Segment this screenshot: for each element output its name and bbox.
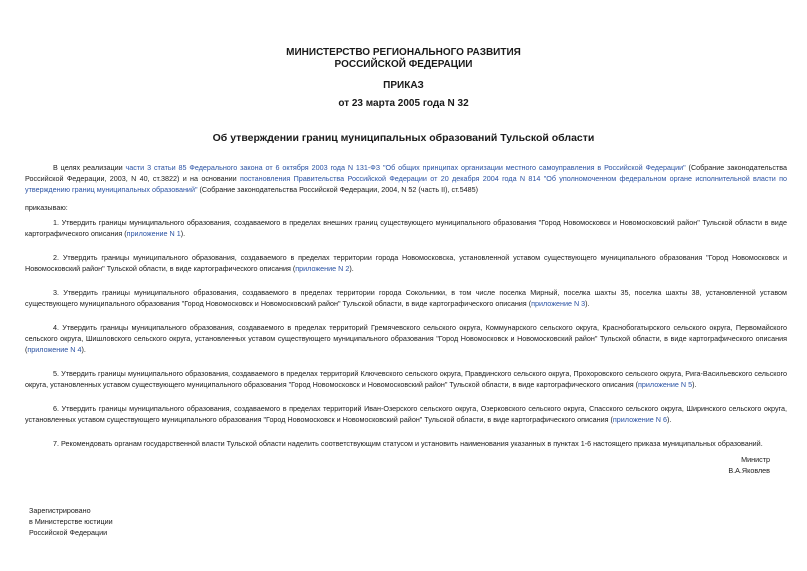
intro-text-1: В целях реализации [53,163,126,172]
registration-note [29,505,113,538]
registration-line-3: Российской Федерации [29,528,108,537]
appendix-link-1[interactable]: приложение N 1 [126,229,181,238]
order-title: ПРИКАЗ [383,80,424,91]
appendix-link-5[interactable]: приложение N 5 [638,380,693,389]
registration-line-1: Зарегистрировано [29,506,91,515]
list-item [25,438,787,449]
item-tail: ). [180,229,186,238]
appendix-link-3[interactable]: приложение N 3 [531,299,586,308]
item-text: 1. Утвердить границы муниципального образования, создаваемого в пределах внешних границ существующего муниципального образования "Город Новомосковск и Новомосковский район" Тульской области в виде картографического описания ( [25,218,787,238]
item-text: 3. Утвердить границы муниципального образования, создаваемого в пределах территории города Сокольники, в том числе поселка Мирный, поселка шахты 35, поселка шахты 38, установленной уставом существующего муниципального образования "Город Новомосковск и Новомосковский район" Тульской области, в виде картографического описания ( [25,288,787,308]
item-text: 7. Рекомендовать органам государственной власти Тульской области наделить соответствующим статусом и установить наименования указанных в пунктах 1-6 настоящего приказа муниципальных образований. [53,439,763,448]
list-item [25,287,787,309]
list-item [25,252,787,274]
government-decree-link[interactable]: постановления Правительства Российской Федерации от 20 декабря 2004 года N 814 "Об уполномоченном федеральном органе исполнительной власти по утверждению границ муниципальных образований" [25,174,788,194]
item-text: 4. Утвердить границы муниципального образования, создаваемого в пределах территорий Гремячевского сельского округа, Коммунарского сельского округа, Краснобогатырского сельского округа, Первомайского сельского округа, Шишловского сельского округа, установленных уставом существующего муниципального образования "Город Новомосковск и Новомосковский район" Тульской области, в виде картографического описания ( [25,323,787,354]
item-tail: ). [585,299,590,308]
decree-word: приказываю: [25,203,68,212]
item-tail: ). [666,415,672,424]
order-subject: Об утверждении границ муниципальных образований Тульской области [212,132,595,144]
intro-text-3: (Собрание законодательства Российской Федерации, 2004, N 52 (часть II), ст.5485) [197,185,478,194]
item-text: 6. Утвердить границы муниципального образования, создаваемого в пределах территорий Иван-Озерского сельского округа, Озерковского сельского округа, Спасского сельского округа, Ширинского сельского округа, установленных уставом существующего муниципального образования "Город Новомосковск и Новомосковский район" Тульской области, в виде картографического описания ( [25,404,787,424]
list-item [25,322,787,355]
list-item [25,217,787,239]
intro-paragraph [25,162,787,195]
signature-position: Министр [741,455,770,464]
signature-name: В.А.Яковлев [728,466,770,475]
item-text: 5. Утвердить границы муниципального образования, создаваемого в пределах территорий Ключевского сельского округа, Правдинского сельского округа, Прохоровского сельского округа, Рига-Васильевского сельского округа, установленных уставом существующего муниципального образования "Город Новомосковск и Новомосковский район" Тульской области, в виде картографического описания ( [25,369,787,389]
appendix-link-2[interactable]: приложение N 2 [295,264,350,273]
ministry-line-2: РОССИЙСКОЙ ФЕДЕРАЦИИ [334,59,473,70]
order-date: от 23 марта 2005 года N 32 [338,98,469,109]
registration-line-2: в Министерстве юстиции [29,517,113,526]
appendix-link-4[interactable]: приложение N 4 [27,345,82,354]
list-item [25,403,787,425]
document-body [25,162,787,462]
ministry-header [0,47,807,71]
intro-text-2: (Собрание законодательства Российской Федерации, 2003, N 40, ст.3822) и на основании [25,163,787,183]
law-link[interactable]: части 3 статьи 85 Федерального закона от 6 октября 2003 года N 131-ФЗ "Об общих принципах организации местного самоуправления в Российской Федерации" [125,163,686,172]
item-tail: ). [349,264,354,273]
ministry-line-1: МИНИСТЕРСТВО РЕГИОНАЛЬНОГО РАЗВИТИЯ [286,47,521,58]
item-tail: ). [692,380,697,389]
item-text: 2. Утвердить границы муниципального образования, создаваемого в пределах территории города Новомосковска, установленной уставом существующего муниципального образования "Город Новомосковск и Новомосковский район" Тульской области, в виде картографического описания ( [25,253,787,273]
signature-block [728,454,770,476]
item-tail: ). [81,345,86,354]
list-item [25,368,787,390]
appendix-link-6[interactable]: приложение N 6 [612,415,667,424]
